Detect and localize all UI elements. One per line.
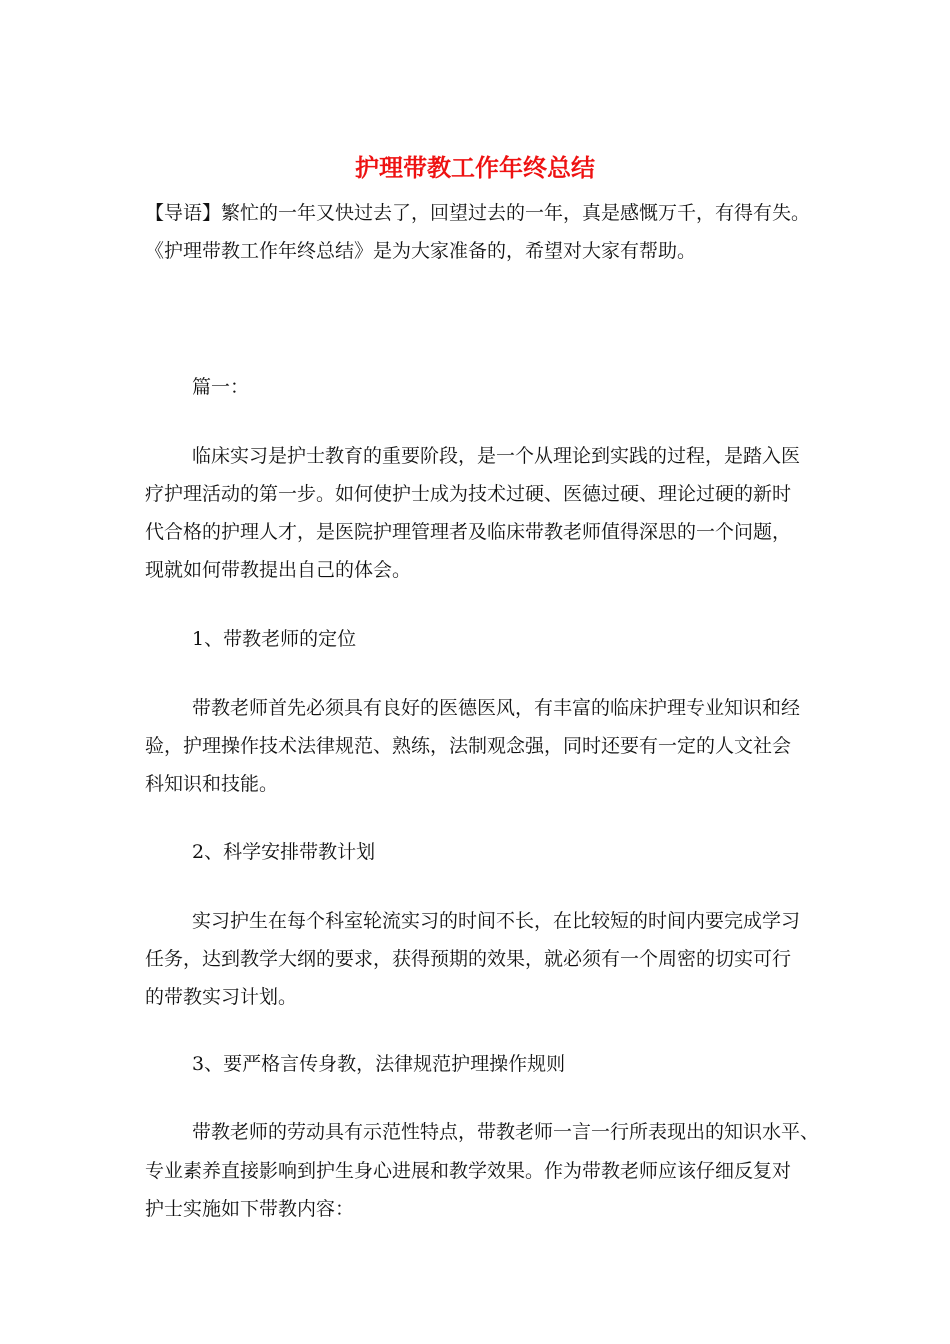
paragraph-line: 带教老师首先必须具有良好的医德医风，有丰富的临床护理专业知识和经	[192, 697, 801, 719]
section-label: 篇一：	[192, 376, 250, 398]
paragraph-line: 专业素养直接影响到护生身心进展和教学效果。作为带教老师应该仔细反复对	[145, 1160, 792, 1182]
paragraph-line: 疗护理活动的第一步。如何使护士成为技术过硬、医德过硬、理论过硬的新时	[145, 483, 792, 505]
section-heading: 3、要严格言传身教，法律规范护理操作规则	[192, 1053, 566, 1075]
paragraph-line: 代合格的护理人才，是医院护理管理者及临床带教老师值得深思的一个问题，	[145, 521, 792, 543]
paragraph-line: 的带教实习计划。	[145, 986, 298, 1008]
paragraph-line: 带教老师的劳动具有示范性特点，带教老师一言一行所表现出的知识水平、	[192, 1121, 820, 1143]
paragraph-line: 科知识和技能。	[145, 773, 279, 795]
paragraph-line: 验，护理操作技术法律规范、熟练，法制观念强，同时还要有一定的人文社会	[145, 735, 792, 757]
paragraph-line: 临床实习是护士教育的重要阶段，是一个从理论到实践的过程，是踏入医	[192, 445, 801, 467]
paragraph-line: 护士实施如下带教内容：	[145, 1198, 355, 1220]
section-heading: 2、科学安排带教计划	[192, 841, 376, 863]
document-title: 护理带教工作年终总结	[355, 154, 595, 182]
section-heading: 1、带教老师的定位	[192, 628, 357, 650]
paragraph-line: 实习护生在每个科室轮流实习的时间不长，在比较短的时间内要完成学习	[192, 910, 801, 932]
intro-line-1: 【导语】繁忙的一年又快过去了，回望过去的一年，真是感慨万千，有得有失。	[145, 202, 811, 224]
paragraph-line: 任务，达到教学大纲的要求，获得预期的效果，就必须有一个周密的切实可行	[145, 948, 792, 970]
paragraph-line: 现就如何带教提出自己的体会。	[145, 559, 412, 581]
intro-line-2: 《护理带教工作年终总结》是为大家准备的，希望对大家有帮助。	[145, 240, 697, 262]
